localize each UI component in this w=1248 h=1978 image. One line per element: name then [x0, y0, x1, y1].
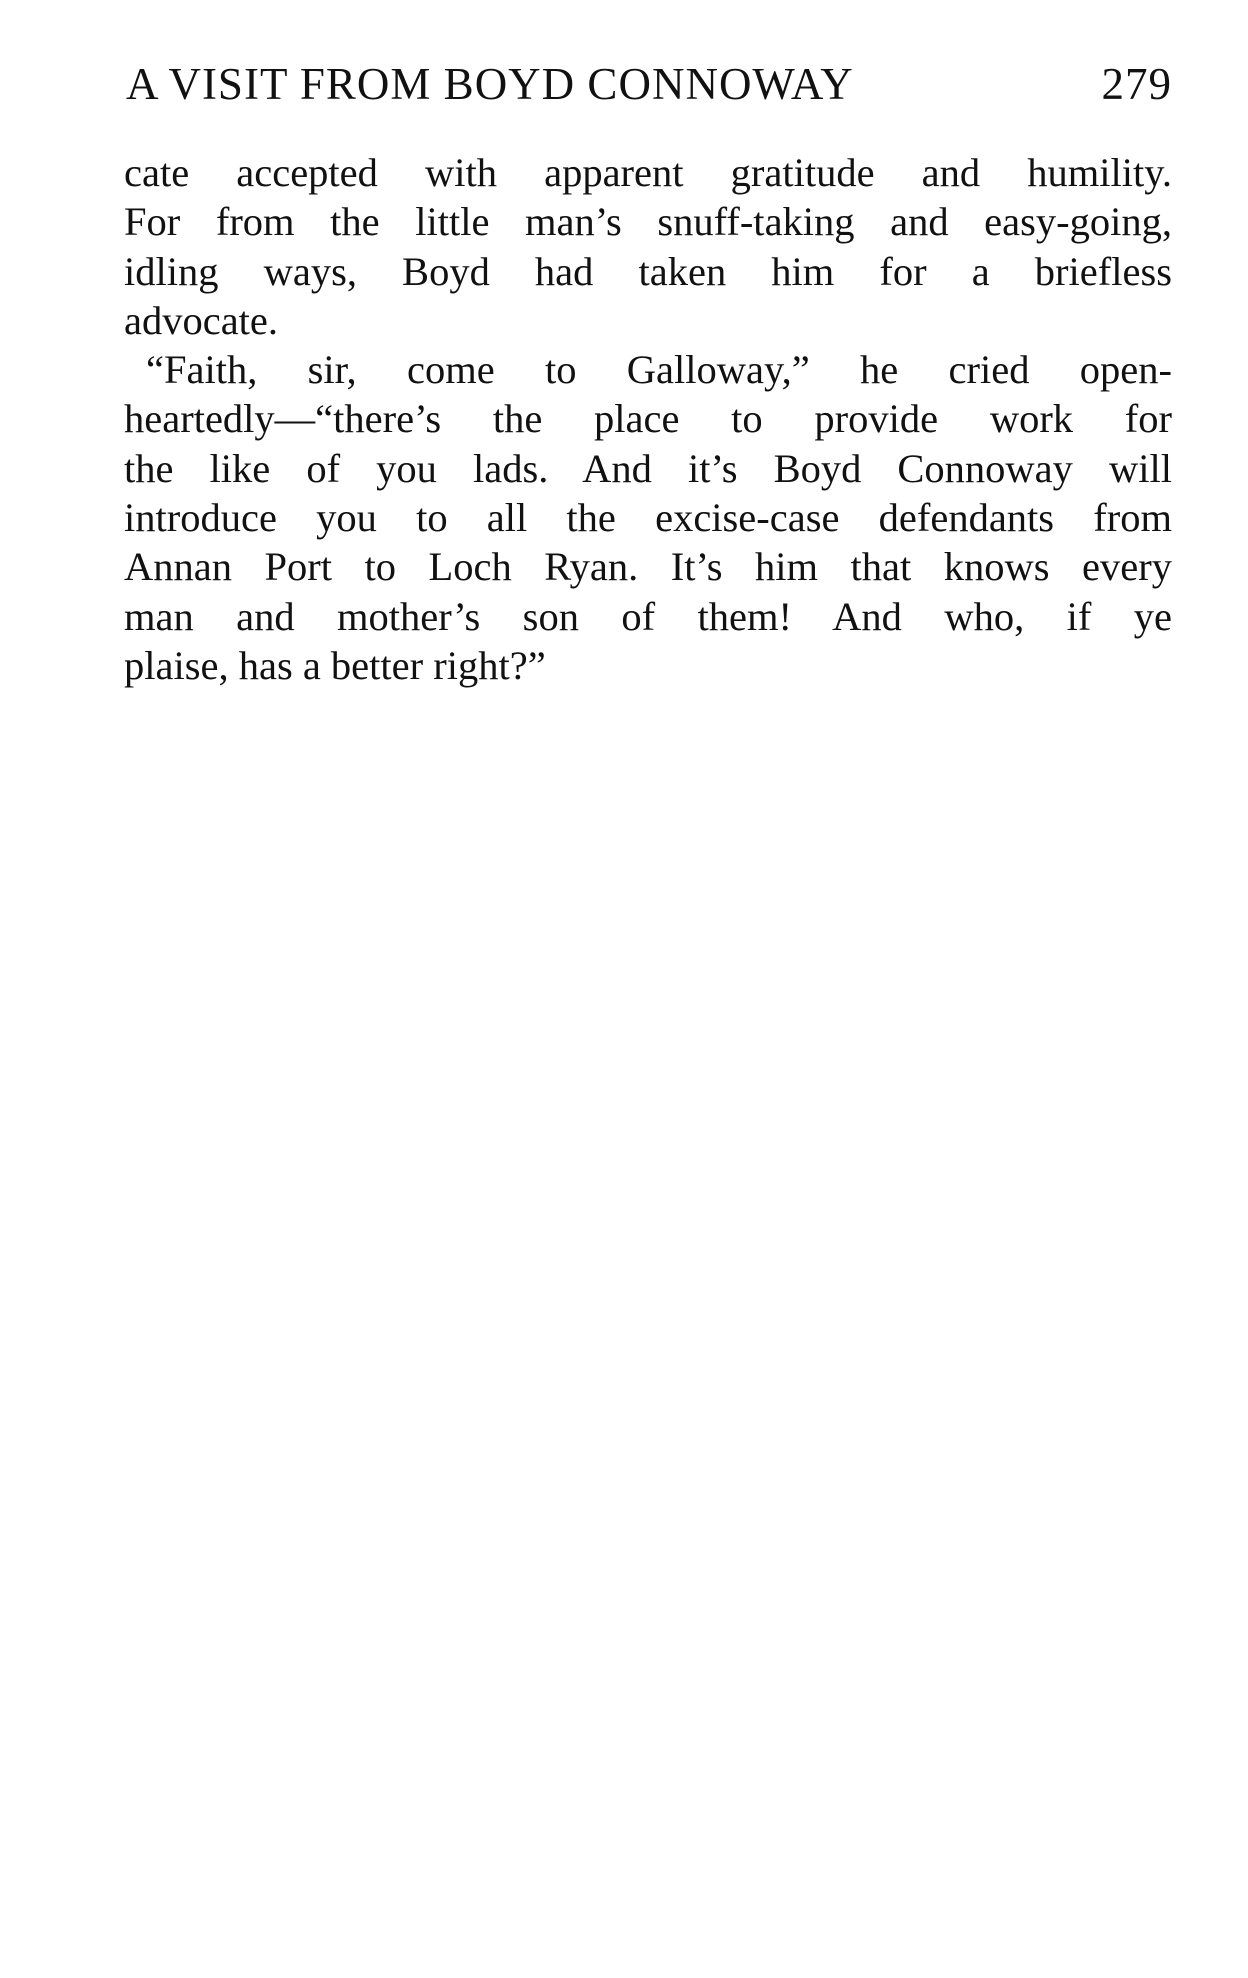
text-line: advocate. — [124, 297, 279, 343]
paragraph-1 — [124, 148, 1172, 345]
running-title: A VISIT FROM BOYD CONNOWAY — [126, 59, 854, 109]
text-line: “Faith, sir, come to Galloway,” he cried open- — [146, 347, 1172, 393]
text-line: Annan Port to Loch Ryan. It’s him that knows every — [124, 544, 1172, 590]
text-line: cate accepted with apparent gratitude and humility. — [124, 150, 1172, 195]
page-number: 279 — [1101, 59, 1172, 109]
text-line: idling ways, Boyd had taken him for a briefless — [124, 248, 1172, 294]
text-line: the like of you lads. And it’s Boyd Connoway will — [124, 445, 1172, 491]
text-line: plaise, has a better right?” — [124, 642, 546, 688]
text-line: heartedly—“there’s the place to provide work for — [124, 396, 1172, 442]
running-head — [126, 58, 1172, 118]
text-line: man and mother’s son of them! And who, if ye — [124, 593, 1172, 639]
text-line: introduce you to all the excise-case defendants from — [124, 495, 1172, 541]
text-line: For from the little man’s snuff-taking and easy-going, — [124, 199, 1172, 245]
paragraph-2 — [124, 345, 1172, 690]
body-text — [124, 148, 1172, 690]
